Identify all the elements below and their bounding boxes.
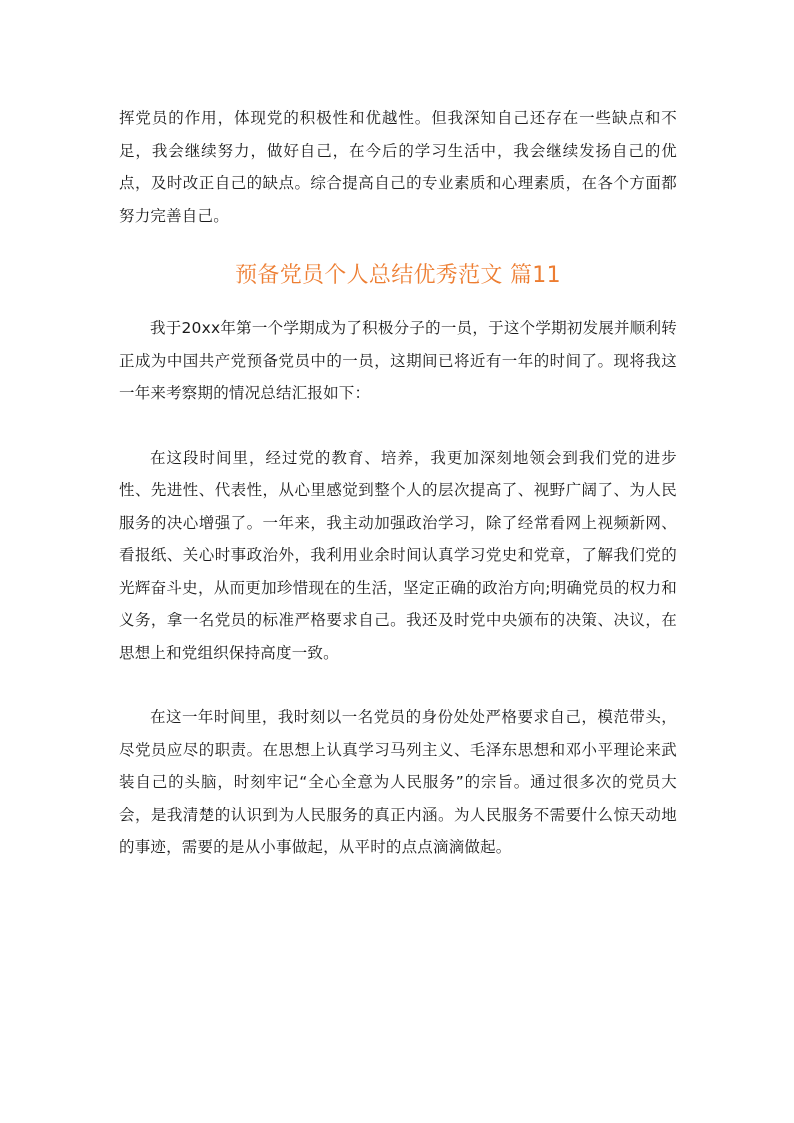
paragraph-continued: 挥党员的作用，体现党的积极性和优越性。但我深知自己还存在一些缺点和不足，我会继续努力，做好自己，在今后的学习生活中，我会继续发扬自己的优点，及时改正自己的缺点。综合提高自己的专业素质和心理素质，在各个方面都努力完善自己。 bbox=[119, 109, 677, 225]
paragraph-spacer bbox=[119, 410, 677, 442]
paragraph-duty: 在这一年时间里，我时刻以一名党员的身份处处严格要求自己，模范带头，尽党员应尽的职责。在思想上认真学习马列主义、毛泽东思想和邓小平理论来武装自己的头脑，时刻牢记“全心全意为人民服务”的宗旨。通过很多次的党员大会，是我清楚的认识到为人民服务的真正内涵。为人民服务不需要什么惊天动地的事迹，需要的是从小事做起，从平时的点点滴滴做起。 bbox=[119, 708, 677, 856]
paragraph-spacer bbox=[119, 669, 677, 701]
section-heading-wrap bbox=[119, 260, 677, 292]
paragraph-intro: 我于20xx年第一个学期成为了积极分子的一员，于这个学期初发展并顺利转正成为中国共产党预备党员中的一员，这期间已将近有一年的时间了。现将我这一年来考察期的情况总结汇报如下： bbox=[119, 319, 677, 402]
paragraph-study: 在这段时间里，经过党的教育、培养，我更加深刻地领会到我们党的进步性、先进性、代表性，从心里感觉到整个人的层次提高了、视野广阔了、为人民服务的决心增强了。一年来，我主动加强政治学习，除了经常看网上视频新网、看报纸、关心时事政治外，我利用业余时间认真学习党史和党章，了解我们党的光辉奋斗史，从而更加珍惜现在的生活，坚定正确的政治方向;明确党员的权力和义务，拿一名党员的标准严格要求自己。我还及时党中央颁布的决策、决议，在思想上和党组织保持高度一致。 bbox=[119, 448, 677, 662]
document-page bbox=[119, 96, 677, 864]
section-title: 预备党员个人总结优秀范文 篇11 bbox=[235, 263, 561, 288]
